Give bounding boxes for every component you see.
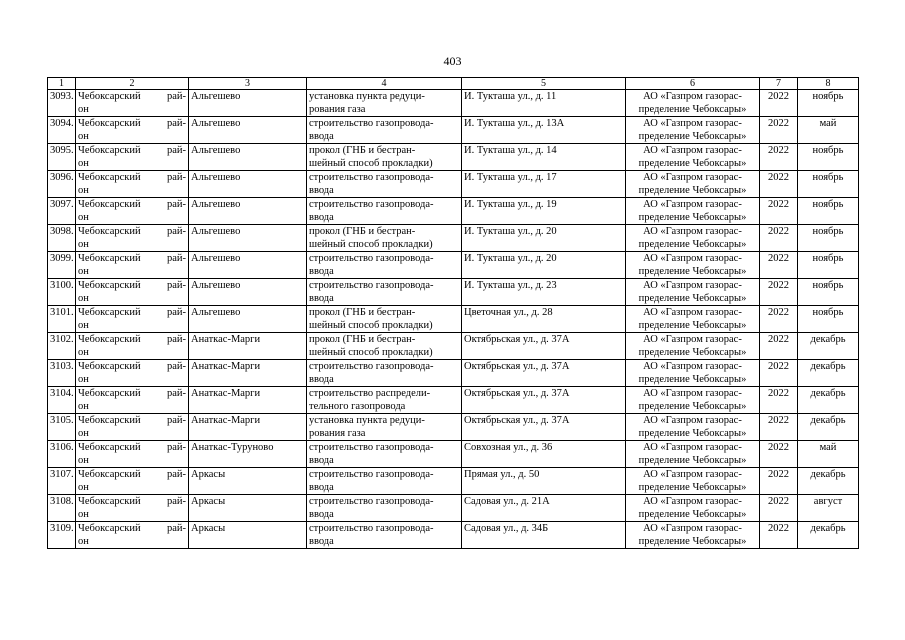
- district-word: он: [78, 239, 89, 250]
- table-row: [48, 441, 859, 468]
- work-type-cell: [307, 333, 462, 360]
- month-cell: декабрь: [798, 414, 859, 441]
- organization-line: АО «Газпром газорас-: [643, 415, 742, 426]
- row-number: 3108.: [48, 495, 76, 522]
- year-cell: 2022: [760, 225, 798, 252]
- month-cell: ноябрь: [798, 198, 859, 225]
- row-number: 3093.: [48, 90, 76, 117]
- address-cell: Октябрьская ул., д. 37А: [462, 360, 626, 387]
- organization-cell: [626, 441, 760, 468]
- organization-line: АО «Газпром газорас-: [643, 361, 742, 372]
- work-type-line: ввода: [309, 131, 334, 142]
- row-number: 3106.: [48, 441, 76, 468]
- district-cell: [76, 171, 189, 198]
- organization-line: пределение Чебоксары»: [638, 266, 747, 277]
- address-cell: И. Тукташа ул., д. 13А: [462, 117, 626, 144]
- district-word: Чебоксарский: [78, 145, 141, 156]
- work-type-line: ввода: [309, 212, 334, 223]
- work-type-cell: [307, 468, 462, 495]
- works-table: [47, 77, 859, 549]
- district-cell: [76, 117, 189, 144]
- address-cell: Октябрьская ул., д. 37А: [462, 414, 626, 441]
- district-cell: [76, 144, 189, 171]
- district-word: он: [78, 536, 89, 547]
- locality-cell: Альгешево: [189, 279, 307, 306]
- address-cell: И. Тукташа ул., д. 11: [462, 90, 626, 117]
- district-word: он: [78, 455, 89, 466]
- district-word: рай-: [166, 415, 186, 426]
- table-row: [48, 252, 859, 279]
- address-cell: И. Тукташа ул., д. 19: [462, 198, 626, 225]
- table-row: [48, 522, 859, 549]
- organization-line: пределение Чебоксары»: [638, 401, 747, 412]
- year-cell: 2022: [760, 387, 798, 414]
- month-cell: декабрь: [798, 387, 859, 414]
- work-type-line: установка пункта редуци-: [309, 415, 425, 426]
- organization-cell: [626, 414, 760, 441]
- month-cell: ноябрь: [798, 90, 859, 117]
- locality-cell: Анаткас-Туруново: [189, 441, 307, 468]
- work-type-line: ввода: [309, 536, 334, 547]
- year-cell: 2022: [760, 144, 798, 171]
- organization-line: АО «Газпром газорас-: [643, 442, 742, 453]
- row-number: 3101.: [48, 306, 76, 333]
- address-cell: И. Тукташа ул., д. 20: [462, 252, 626, 279]
- district-word: Чебоксарский: [78, 469, 141, 480]
- year-cell: 2022: [760, 414, 798, 441]
- organization-line: АО «Газпром газорас-: [643, 523, 742, 534]
- month-cell: май: [798, 117, 859, 144]
- locality-cell: Анаткас-Марги: [189, 414, 307, 441]
- district-word: он: [78, 131, 89, 142]
- organization-cell: [626, 198, 760, 225]
- row-number: 3098.: [48, 225, 76, 252]
- column-header: 4: [307, 78, 462, 90]
- table-row: [48, 333, 859, 360]
- district-word: он: [78, 266, 89, 277]
- work-type-line: строительство газопровода-: [309, 469, 434, 480]
- locality-cell: Аркасы: [189, 522, 307, 549]
- locality-cell: Анаткас-Марги: [189, 360, 307, 387]
- district-word: рай-: [166, 280, 186, 291]
- organization-line: АО «Газпром газорас-: [643, 469, 742, 480]
- address-cell: Прямая ул., д. 50: [462, 468, 626, 495]
- district-word: Чебоксарский: [78, 226, 141, 237]
- locality-cell: Альгешево: [189, 252, 307, 279]
- column-header: 2: [76, 78, 189, 90]
- organization-line: АО «Газпром газорас-: [643, 199, 742, 210]
- district-word: рай-: [166, 91, 186, 102]
- work-type-line: строительство газопровода-: [309, 172, 434, 183]
- table-row: [48, 360, 859, 387]
- work-type-line: тельного газопровода: [309, 401, 406, 412]
- work-type-cell: [307, 522, 462, 549]
- address-cell: Цветочная ул., д. 28: [462, 306, 626, 333]
- district-word: рай-: [166, 307, 186, 318]
- district-word: Чебоксарский: [78, 388, 141, 399]
- table-row: [48, 198, 859, 225]
- year-cell: 2022: [760, 198, 798, 225]
- organization-line: пределение Чебоксары»: [638, 131, 747, 142]
- organization-line: пределение Чебоксары»: [638, 428, 747, 439]
- locality-cell: Альгешево: [189, 225, 307, 252]
- organization-line: пределение Чебоксары»: [638, 239, 747, 250]
- month-cell: декабрь: [798, 333, 859, 360]
- year-cell: 2022: [760, 117, 798, 144]
- table-row: [48, 171, 859, 198]
- table-row: [48, 117, 859, 144]
- address-cell: Садовая ул., д. 34Б: [462, 522, 626, 549]
- work-type-cell: [307, 117, 462, 144]
- organization-cell: [626, 90, 760, 117]
- organization-cell: [626, 225, 760, 252]
- address-cell: Садовая ул., д. 21А: [462, 495, 626, 522]
- organization-cell: [626, 117, 760, 144]
- work-type-cell: [307, 279, 462, 306]
- locality-cell: Аркасы: [189, 468, 307, 495]
- work-type-cell: [307, 198, 462, 225]
- column-header: 5: [462, 78, 626, 90]
- organization-cell: [626, 468, 760, 495]
- district-word: Чебоксарский: [78, 199, 141, 210]
- table-body: [48, 90, 859, 549]
- organization-cell: [626, 171, 760, 198]
- organization-cell: [626, 522, 760, 549]
- month-cell: ноябрь: [798, 171, 859, 198]
- work-type-line: ввода: [309, 509, 334, 520]
- organization-cell: [626, 144, 760, 171]
- district-word: Чебоксарский: [78, 415, 141, 426]
- work-type-line: ввода: [309, 266, 334, 277]
- district-cell: [76, 468, 189, 495]
- organization-cell: [626, 333, 760, 360]
- district-word: рай-: [166, 172, 186, 183]
- organization-line: пределение Чебоксары»: [638, 374, 747, 385]
- district-cell: [76, 279, 189, 306]
- organization-cell: [626, 252, 760, 279]
- year-cell: 2022: [760, 522, 798, 549]
- address-cell: Октябрьская ул., д. 37А: [462, 333, 626, 360]
- table-row: [48, 90, 859, 117]
- organization-line: АО «Газпром газорас-: [643, 496, 742, 507]
- work-type-line: ввода: [309, 455, 334, 466]
- table-row: [48, 279, 859, 306]
- organization-line: пределение Чебоксары»: [638, 320, 747, 331]
- district-word: рай-: [166, 253, 186, 264]
- work-type-line: строительство газопровода-: [309, 496, 434, 507]
- district-word: рай-: [166, 199, 186, 210]
- organization-line: АО «Газпром газорас-: [643, 226, 742, 237]
- row-number: 3104.: [48, 387, 76, 414]
- district-word: он: [78, 320, 89, 331]
- district-word: Чебоксарский: [78, 280, 141, 291]
- organization-line: АО «Газпром газорас-: [643, 118, 742, 129]
- work-type-cell: [307, 360, 462, 387]
- work-type-cell: [307, 171, 462, 198]
- organization-line: АО «Газпром газорас-: [643, 172, 742, 183]
- month-cell: август: [798, 495, 859, 522]
- work-type-line: строительство распредели-: [309, 388, 431, 399]
- address-cell: Октябрьская ул., д. 37А: [462, 387, 626, 414]
- work-type-cell: [307, 225, 462, 252]
- month-cell: декабрь: [798, 360, 859, 387]
- district-cell: [76, 198, 189, 225]
- district-cell: [76, 306, 189, 333]
- work-type-line: строительство газопровода-: [309, 253, 434, 264]
- locality-cell: Альгешево: [189, 117, 307, 144]
- organization-line: пределение Чебоксары»: [638, 185, 747, 196]
- organization-line: пределение Чебоксары»: [638, 212, 747, 223]
- row-number: 3102.: [48, 333, 76, 360]
- organization-line: пределение Чебоксары»: [638, 482, 747, 493]
- district-word: он: [78, 185, 89, 196]
- district-cell: [76, 252, 189, 279]
- work-type-cell: [307, 414, 462, 441]
- work-type-line: рования газа: [309, 428, 366, 439]
- year-cell: 2022: [760, 279, 798, 306]
- year-cell: 2022: [760, 441, 798, 468]
- district-word: он: [78, 104, 89, 115]
- work-type-line: ввода: [309, 374, 334, 385]
- work-type-line: ввода: [309, 185, 334, 196]
- organization-line: АО «Газпром газорас-: [643, 334, 742, 345]
- table-row: [48, 225, 859, 252]
- work-type-cell: [307, 252, 462, 279]
- district-word: он: [78, 509, 89, 520]
- row-number: 3096.: [48, 171, 76, 198]
- locality-cell: Альгешево: [189, 144, 307, 171]
- district-word: Чебоксарский: [78, 91, 141, 102]
- work-type-line: прокол (ГНБ и бестран-: [309, 226, 416, 237]
- column-number-row: [48, 78, 859, 90]
- district-word: Чебоксарский: [78, 307, 141, 318]
- work-type-line: шейный способ прокладки): [309, 320, 433, 331]
- organization-line: пределение Чебоксары»: [638, 536, 747, 547]
- locality-cell: Аркасы: [189, 495, 307, 522]
- district-word: Чебоксарский: [78, 496, 141, 507]
- year-cell: 2022: [760, 90, 798, 117]
- column-header: 6: [626, 78, 760, 90]
- work-type-line: прокол (ГНБ и бестран-: [309, 334, 416, 345]
- organization-cell: [626, 360, 760, 387]
- district-word: рай-: [166, 469, 186, 480]
- organization-cell: [626, 495, 760, 522]
- work-type-line: установка пункта редуци-: [309, 91, 425, 102]
- row-number: 3097.: [48, 198, 76, 225]
- organization-line: АО «Газпром газорас-: [643, 307, 742, 318]
- address-cell: Совхозная ул., д. 36: [462, 441, 626, 468]
- district-cell: [76, 495, 189, 522]
- district-word: рай-: [166, 523, 186, 534]
- month-cell: декабрь: [798, 522, 859, 549]
- organization-line: пределение Чебоксары»: [638, 158, 747, 169]
- row-number: 3105.: [48, 414, 76, 441]
- row-number: 3095.: [48, 144, 76, 171]
- organization-cell: [626, 387, 760, 414]
- district-word: он: [78, 158, 89, 169]
- table-row: [48, 387, 859, 414]
- district-word: рай-: [166, 226, 186, 237]
- month-cell: ноябрь: [798, 252, 859, 279]
- district-cell: [76, 387, 189, 414]
- column-header: 7: [760, 78, 798, 90]
- work-type-line: ввода: [309, 482, 334, 493]
- row-number: 3109.: [48, 522, 76, 549]
- district-word: Чебоксарский: [78, 442, 141, 453]
- table-row: [48, 306, 859, 333]
- locality-cell: Анаткас-Марги: [189, 333, 307, 360]
- district-cell: [76, 225, 189, 252]
- work-type-line: шейный способ прокладки): [309, 239, 433, 250]
- work-type-line: шейный способ прокладки): [309, 347, 433, 358]
- organization-line: пределение Чебоксары»: [638, 293, 747, 304]
- month-cell: ноябрь: [798, 144, 859, 171]
- district-cell: [76, 522, 189, 549]
- table-row: [48, 144, 859, 171]
- organization-cell: [626, 279, 760, 306]
- address-cell: И. Тукташа ул., д. 23: [462, 279, 626, 306]
- organization-line: пределение Чебоксары»: [638, 104, 747, 115]
- column-header: 1: [48, 78, 76, 90]
- month-cell: ноябрь: [798, 225, 859, 252]
- work-type-line: прокол (ГНБ и бестран-: [309, 307, 416, 318]
- district-word: он: [78, 482, 89, 493]
- district-word: он: [78, 428, 89, 439]
- row-number: 3107.: [48, 468, 76, 495]
- address-cell: И. Тукташа ул., д. 20: [462, 225, 626, 252]
- year-cell: 2022: [760, 333, 798, 360]
- address-cell: И. Тукташа ул., д. 17: [462, 171, 626, 198]
- column-header: 8: [798, 78, 859, 90]
- organization-line: пределение Чебоксары»: [638, 347, 747, 358]
- work-type-line: рования газа: [309, 104, 366, 115]
- district-word: он: [78, 347, 89, 358]
- district-cell: [76, 414, 189, 441]
- work-type-cell: [307, 495, 462, 522]
- organization-line: АО «Газпром газорас-: [643, 91, 742, 102]
- row-number: 3100.: [48, 279, 76, 306]
- district-word: рай-: [166, 388, 186, 399]
- work-type-line: строительство газопровода-: [309, 361, 434, 372]
- work-type-line: строительство газопровода-: [309, 118, 434, 129]
- address-cell: И. Тукташа ул., д. 14: [462, 144, 626, 171]
- table-row: [48, 414, 859, 441]
- row-number: 3099.: [48, 252, 76, 279]
- district-word: он: [78, 401, 89, 412]
- organization-line: АО «Газпром газорас-: [643, 253, 742, 264]
- district-cell: [76, 441, 189, 468]
- organization-line: АО «Газпром газорас-: [643, 145, 742, 156]
- organization-line: пределение Чебоксары»: [638, 509, 747, 520]
- table-row: [48, 468, 859, 495]
- month-cell: май: [798, 441, 859, 468]
- district-word: Чебоксарский: [78, 253, 141, 264]
- district-word: Чебоксарский: [78, 118, 141, 129]
- district-word: рай-: [166, 118, 186, 129]
- work-type-line: шейный способ прокладки): [309, 158, 433, 169]
- locality-cell: Альгешево: [189, 90, 307, 117]
- district-word: рай-: [166, 442, 186, 453]
- work-type-cell: [307, 144, 462, 171]
- table-row: [48, 495, 859, 522]
- organization-line: АО «Газпром газорас-: [643, 280, 742, 291]
- district-cell: [76, 90, 189, 117]
- work-type-cell: [307, 90, 462, 117]
- district-word: Чебоксарский: [78, 361, 141, 372]
- district-word: Чебоксарский: [78, 172, 141, 183]
- row-number: 3094.: [48, 117, 76, 144]
- year-cell: 2022: [760, 360, 798, 387]
- district-word: он: [78, 212, 89, 223]
- district-word: он: [78, 374, 89, 385]
- work-type-cell: [307, 387, 462, 414]
- organization-line: пределение Чебоксары»: [638, 455, 747, 466]
- row-number: 3103.: [48, 360, 76, 387]
- year-cell: 2022: [760, 468, 798, 495]
- work-type-line: прокол (ГНБ и бестран-: [309, 145, 416, 156]
- month-cell: декабрь: [798, 468, 859, 495]
- district-word: рай-: [166, 496, 186, 507]
- district-word: Чебоксарский: [78, 523, 141, 534]
- year-cell: 2022: [760, 171, 798, 198]
- organization-cell: [626, 306, 760, 333]
- locality-cell: Альгешево: [189, 306, 307, 333]
- work-type-line: строительство газопровода-: [309, 199, 434, 210]
- locality-cell: Анаткас-Марги: [189, 387, 307, 414]
- district-word: рай-: [166, 361, 186, 372]
- work-type-line: строительство газопровода-: [309, 280, 434, 291]
- month-cell: ноябрь: [798, 306, 859, 333]
- work-type-line: строительство газопровода-: [309, 523, 434, 534]
- column-header: 3: [189, 78, 307, 90]
- page-number: 403: [443, 54, 462, 68]
- district-word: рай-: [166, 334, 186, 345]
- locality-cell: Альгешево: [189, 171, 307, 198]
- district-word: рай-: [166, 145, 186, 156]
- locality-cell: Альгешево: [189, 198, 307, 225]
- district-word: он: [78, 293, 89, 304]
- district-word: Чебоксарский: [78, 334, 141, 345]
- work-type-line: ввода: [309, 293, 334, 304]
- month-cell: ноябрь: [798, 279, 859, 306]
- work-type-cell: [307, 306, 462, 333]
- year-cell: 2022: [760, 252, 798, 279]
- year-cell: 2022: [760, 306, 798, 333]
- year-cell: 2022: [760, 495, 798, 522]
- organization-line: АО «Газпром газорас-: [643, 388, 742, 399]
- district-cell: [76, 360, 189, 387]
- work-type-line: строительство газопровода-: [309, 442, 434, 453]
- work-type-cell: [307, 441, 462, 468]
- district-cell: [76, 333, 189, 360]
